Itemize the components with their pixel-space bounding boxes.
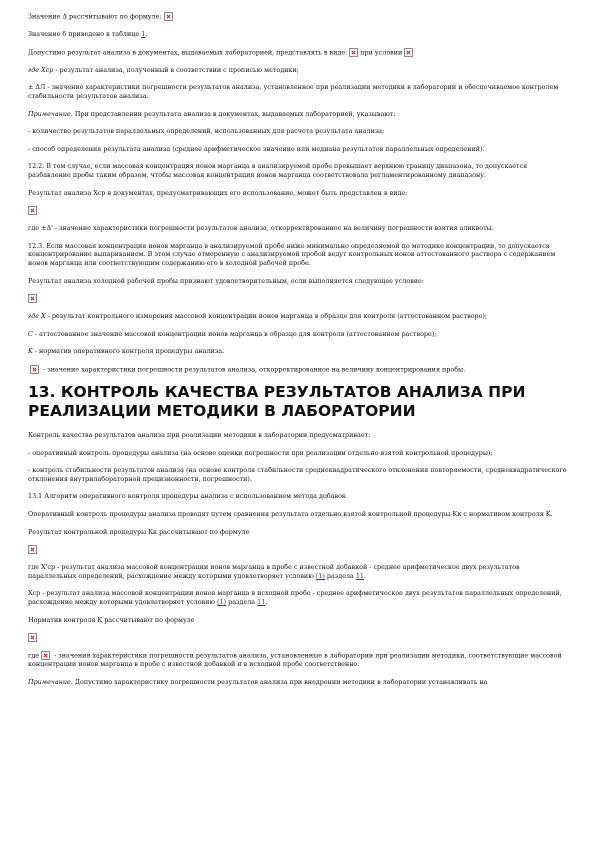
section-13-1-title [28, 492, 568, 501]
text: - способ определения результата анализа (среднее арифметическое значение или медиана результатов параллельных определений). [28, 144, 485, 153]
text: - аттестованное значение массовой концентрации ионов марганца в образце для контроля (аттестованном растворе); [32, 329, 437, 338]
section-13-heading: 13. КОНТРОЛЬ КАЧЕСТВА РЕЗУЛЬТАТОВ АНАЛИЗА ПРИ РЕАЛИЗАЦИИ МЕТОДИКИ В ЛАБОРАТОРИИ [28, 382, 526, 420]
section-12-2 [28, 162, 568, 179]
text: - значения характеристики погрешности результатов анализа, установленные в лаборатории при реализации методики, соответствующие массовой концентрации ионов марганца в пробе с известной добавкой и в исходной пробе соответственно. [28, 651, 562, 669]
text: Контроль качества результатов анализа при реализации методики в лаборатории предусматривает: [28, 430, 371, 439]
text: - оперативный контроль процедуры анализа (на основе оценки погрешности при реализации отдельно взятой контрольной процедуры); [28, 448, 493, 457]
formula-image-placeholder-icon [30, 365, 39, 374]
section-11-link[interactable]: 11 [355, 571, 365, 580]
text: - результат контрольного измерения массовой концентрации ионов марганца в образце для контроля (аттестованном растворе); [45, 312, 488, 321]
text: - значение характеристики погрешности результатов анализа, установленное при реализации методики в лаборатории и обеспечиваемое контролем стабильности результатов анализа. [28, 83, 559, 100]
text: Норматив контроля K рассчитывают по формуле [28, 615, 195, 624]
document-page [28, 12, 568, 695]
delta-table-reference [28, 30, 568, 39]
xcp-definition [28, 66, 568, 75]
text: где [28, 651, 40, 660]
k-definition [28, 347, 568, 356]
text: 13.1 Алгоритм оперативного контроля процедуры анализа с использованием метода добавок [28, 492, 346, 501]
formula-image-placeholder-icon [41, 651, 50, 660]
x-prime-definition [28, 563, 568, 580]
text: - контроль стабильности результатов анализа (на основе контроля стабильности среднеквадратического отклонения повторяемости, среднеквадратического отклонения внутрилабораторной прецизионности, погрешности). [28, 466, 567, 483]
note-label: Примечание. [28, 109, 73, 118]
note-item-count [28, 127, 568, 136]
error-characteristics-definition [28, 651, 568, 669]
symbol-label: C [28, 329, 33, 338]
note-paragraph [28, 110, 568, 119]
text: - количество результатов параллельных определений, использованных для расчета результата анализа; [28, 127, 385, 136]
text: Результат анализа холодной рабочей пробы признают удовлетворительным, если выполняется следующее условие: [28, 276, 424, 285]
operational-control-item [28, 449, 568, 458]
symbol-label: ± ΔЛ [28, 83, 46, 92]
text: . [265, 597, 268, 606]
formula-image-placeholder-icon [164, 12, 173, 21]
symbol-label: K [28, 347, 33, 356]
condition-1-link[interactable]: (1) [217, 597, 227, 606]
text: - норматив оперативного контроля процедуры анализа. [32, 347, 225, 356]
text: Значение Δ рассчитывают по формуле: [28, 12, 162, 21]
table-1-link[interactable]: 1 [141, 30, 146, 39]
formula-image-placeholder-icon [404, 48, 413, 57]
text: Допустимо характеристику погрешности результатов анализа при внедрении методики в лаборатории устанавливать на [72, 677, 488, 686]
text: Результат контрольной процедуры Kк рассчитывают по формуле [28, 527, 250, 536]
note-label: Примечание. [28, 677, 73, 686]
k-formula-intro [28, 616, 568, 625]
text: Xср - результат анализа массовой концентрации ионов марганца в исходной пробе - среднее арифметическое двух результатов параллельных определений, расхождение между которыми удовлетворяет условию [28, 589, 562, 606]
x-definition [28, 312, 568, 321]
text: При представлении результата анализа в документах, выдаваемых лабораторией, указывают: [72, 109, 396, 118]
delta-prime-definition [28, 224, 568, 233]
text: при условии [360, 48, 403, 57]
note-item-method [28, 145, 568, 154]
text: - значение характеристики погрешности результатов анализа, откорректированное на величину концентрирования пробы. [41, 365, 466, 374]
section-12-3 [28, 242, 568, 268]
text: . [364, 571, 367, 580]
text: где X'ср - результат анализа массовой концентрации ионов марганца в пробе с известной добавкой - среднее арифметическое двух результатов параллельных определений, расхождение между которыми удовлетворяет условию [28, 563, 520, 580]
text: раздела [324, 571, 356, 580]
text: Оперативный контроль процедуры анализа проводят путем сравнения результата отдельно взятой контрольной процедуры Kк с нормативом контроля K. [28, 509, 553, 518]
text: . [145, 30, 148, 39]
text: где ±Δ' - значение характеристики погрешности результатов анализа, откорректированное на величину погрешности взятия аликвоты. [28, 224, 494, 233]
delta-formula-intro [28, 12, 568, 21]
result-format-paragraph [28, 48, 568, 57]
formula-image-placeholder-icon [349, 48, 358, 57]
condition-1-link[interactable]: (1) [315, 571, 325, 580]
formula-image-placeholder-icon [28, 206, 37, 215]
section-11-link[interactable]: 11 [257, 597, 266, 606]
condition-intro [28, 277, 568, 286]
concentration-correction-definition [28, 365, 568, 374]
operational-control-description [28, 510, 568, 519]
text: 12.2. В том случае, если массовая концентрация ионов марганца в анализируемой пробе превышает верхнюю границу диапазона, то допускается разбавление пробы таким образом, чтобы массовая концентрация ионов марганца соответствовала регламентированному диапазону. [28, 162, 528, 179]
formula-image-placeholder-icon [28, 294, 37, 303]
text: 12.3. Если массовая концентрация ионов марганца в анализируемой пробе ниже минимально определяемой по методике концентрации, то допускается концентрирование выпариванием. В этом случае отмеренную с анализируемой пробой ведут контрольных ионов аттестованного раствора с содержанием ионов марганца или соответствующим содержанию его в холодной рабочей пробе. [28, 241, 556, 267]
text: Значение δ приведено в таблице [28, 30, 142, 39]
quality-control-intro [28, 431, 568, 440]
formula-image-placeholder-icon [28, 545, 37, 554]
delta-l-definition [28, 83, 568, 100]
stability-control-item [28, 466, 568, 483]
formula-image-placeholder-icon [28, 633, 37, 642]
text: Допустимо результат анализа в документах, выдаваемых лабораторией, представлять в виде: [28, 48, 348, 57]
result-representation [28, 189, 568, 198]
xcp-original-definition [28, 589, 568, 606]
final-note [28, 678, 568, 687]
symbol-label: где X [28, 312, 46, 321]
text: Результат анализа Xср в документах, предусматривающих его использование, может быть представлен в виде: [28, 188, 408, 197]
c-definition [28, 330, 568, 339]
text: - результат анализа, полученный в соответствии с прописью методики; [53, 65, 299, 74]
symbol-label: где Xср [28, 65, 54, 74]
text: раздела [226, 597, 258, 606]
kk-formula-intro [28, 528, 568, 537]
